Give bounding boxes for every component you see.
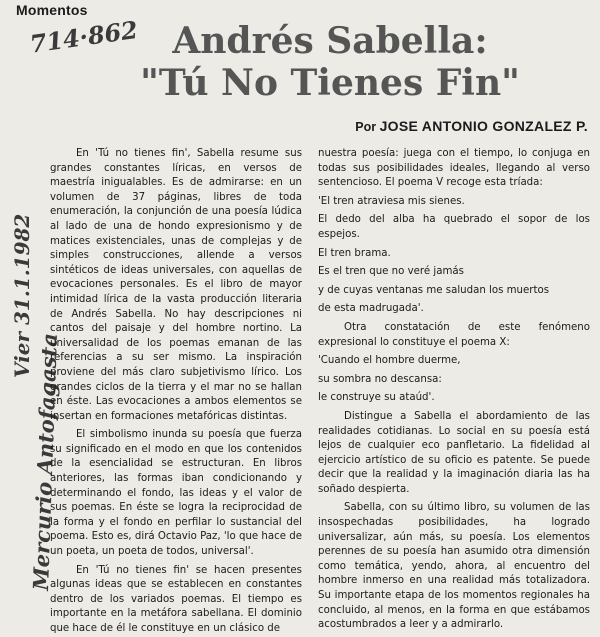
paragraph: El simbolismo inunda su poesía que fuerza su significado en el modo en que los contenidos de la esencialidad se estructuran. En libros anteriores, las formas iban condicionando y determinando el fondo, las ideas y el valor de sus poemas. En éste se logra la reciprocidad de la forma y el fondo en perfilar lo sustancial del poema. Esto es, dirá Octavio Paz, 'lo que hace de un poeta, un poeta de todos, universal'.: [50, 429, 302, 558]
paragraph: En 'Tú no tienes fin' se hacen presentes algunas ideas que se establecen en constantes dentro de los variados poemas. El tiempo es importante en la metáfora sabellana. El dominio que hace de él le constituye en un clásico de: [50, 564, 302, 634]
paragraph: nuestra poesía: juega con el tiempo, lo conjuga en todas sus posibilidades ideales, llegando al verso sentencioso. El poema V recoge esta tríada:: [318, 148, 590, 189]
poem-line: El dedo del alba ha quebrado el sopor de los espejos.: [318, 214, 590, 240]
author-name: JOSE ANTONIO GONZALEZ P.: [379, 118, 588, 134]
paragraph: Otra constatación de este fenómeno expresional lo constituye el poema X:: [318, 321, 590, 348]
byline-prefix: Por: [355, 120, 377, 134]
poem-line: y de cuyas ventanas me saludan los muertos: [318, 284, 550, 296]
section-label: Momentos: [16, 2, 88, 18]
handwritten-catalog-number: 714·862: [28, 14, 140, 59]
poem-line: su sombra no descansa:: [318, 373, 442, 385]
poem-line: de esta madrugada'.: [318, 303, 424, 315]
poem-line: El tren brama.: [318, 247, 391, 259]
byline: [355, 118, 588, 134]
handwritten-source-note: Mercurio Antofagasta: [28, 332, 62, 591]
paragraph: En 'Tú no tienes fin', Sabella resume sus grandes constantes líricas, en versos de maestría inigualables. Es de admirarse: en un volumen de 37 páginas, libres de toda enumeración, la conjunción de una poesía lúdica al lado de una de hondo expresionismo y de matices existenciales, unas de complejas y de simples construcciones, allende a versos sintéticos de ideas universales, con aquellas de evocaciones personales. Es el libro de mayor intimidad lírica de la vasta producción literaria de Andrés Sabella. No hay descripciones ni cantos del paisaje y del hombre nortino. La universalidad de los poemas emanan de las referencias a su ser mismo. La inspiración proviene del más claro subjetivismo lírico. Los grandes ciclos de la tierra y el mar no se hallan en éste. Las evocaciones a ambos elementos se insertan en formaciones metafóricas distintas.: [50, 148, 302, 422]
poem-line: 'El tren atraviesa mis sienes.: [318, 195, 465, 207]
article-title-line-1: Andrés Sabella:: [172, 20, 488, 62]
article-column-right: [318, 147, 590, 631]
article-column-left: [50, 147, 302, 634]
poem-line: 'Cuando el hombre duerme,: [318, 355, 461, 367]
paragraph: Distingue a Sabella el abordamiento de las realidades cotidianas. Lo social en su poesía está lejos de cualquier eco panfletario. La fidelidad al ejercicio artístico de su oficio es patente. Se puede decir que la realidad y la imaginación diaria las ha soñado despierta.: [318, 410, 590, 495]
paragraph: Sabella, con su último libro, su volumen de las insospechadas posibilidades, ha logrado universalizar, aún más, su poesía. Los elementos perennes de su poesía han asumido otra dimensión como temática, yendo, ahora, al encuentro del hombre inmerso en una realidad más totalizadora. Su importante etapa de los momentos regionales ha concluido, al menos, en la forma en que estábamos acostumbrados a leer y a admirarlo.: [318, 502, 590, 631]
poem-line: Es el tren que no veré jamás: [318, 266, 464, 278]
handwritten-date: Vier 31.1.1982: [10, 213, 34, 378]
poem-line: le construye su ataúd'.: [318, 392, 435, 404]
article-title-line-2: "Tú No Tienes Fin": [140, 62, 520, 104]
